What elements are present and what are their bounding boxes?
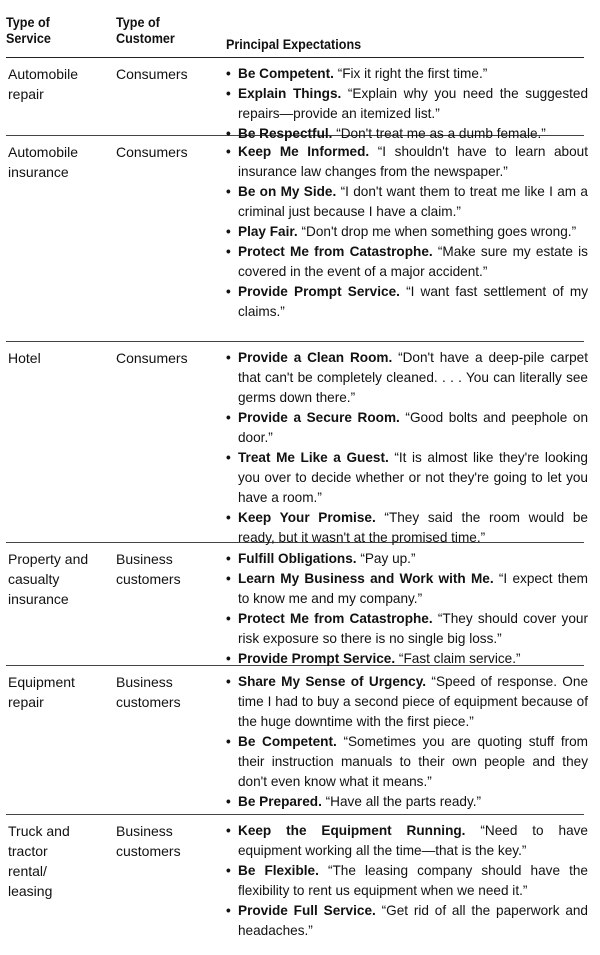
- service-type-cell: Truck and tractor rental/ leasing: [8, 823, 70, 899]
- expectation-quote: “Don't have a deep-pile carpet that can't be completely cleaned. . . . You can literally see germs down there.”: [238, 350, 588, 405]
- expectation-title: Be Competent.: [238, 734, 337, 749]
- customer-type-cell: Consumers: [116, 66, 188, 82]
- expectation-title: Provide Prompt Service.: [238, 284, 400, 299]
- expectation-title: Be Respectful.: [238, 126, 333, 141]
- expectation-quote: “It is almost like they're looking you over to decide whether or not they're going to let you have a room.”: [238, 450, 588, 505]
- expectation-item: [226, 142, 588, 182]
- customer-type-cell: Business customers: [116, 674, 181, 710]
- service-type-cell: Automobile repair: [8, 66, 79, 102]
- table-row: [6, 543, 588, 666]
- expectation-quote: “Pay up.”: [356, 551, 416, 566]
- expectation-title: Be Competent.: [238, 66, 334, 81]
- expectations-cell: [226, 64, 588, 144]
- expectation-item: [226, 569, 588, 609]
- expectation-quote: “I shouldn't have to learn about insurance law changes from the newspaper.”: [238, 144, 588, 179]
- expectation-quote: “Fix it right the first time.”: [333, 66, 488, 81]
- service-type-cell: Equipment repair: [8, 674, 75, 710]
- expectation-quote: “Have all the parts ready.”: [321, 794, 482, 809]
- expectation-quote: “Don't treat me as a dumb female.”: [332, 126, 546, 141]
- service-type-cell: Automobile insurance: [8, 144, 79, 180]
- expectation-item: [226, 821, 588, 861]
- expectation-item: [226, 64, 588, 84]
- expectation-quote: “Sometimes you are quoting stuff from their instruction manuals to their own people and they don't even know what it means.”: [238, 734, 589, 789]
- table-header: [6, 8, 584, 58]
- expectations-cell: [226, 549, 588, 669]
- customer-type-cell: Business customers: [116, 823, 181, 859]
- service-type-cell: Hotel: [8, 350, 41, 366]
- expectation-title: Learn My Business and Work with Me.: [238, 571, 494, 586]
- expectation-item: [226, 508, 588, 548]
- expectation-quote: “Good bolts and peephole on door.”: [238, 410, 589, 445]
- expectation-title: Provide Full Service.: [238, 903, 376, 918]
- expectation-title: Keep Me Informed.: [238, 144, 370, 159]
- expectation-list: [226, 348, 588, 548]
- expectation-list: [226, 142, 588, 322]
- expectation-item: [226, 549, 588, 569]
- expectations-cell: [226, 142, 588, 322]
- expectation-item: [226, 282, 588, 322]
- expectation-quote: “Need to have equipment working all the time—that is the key.”: [238, 823, 588, 858]
- expectation-quote: “Don't drop me when something goes wrong.”: [297, 224, 577, 239]
- table-row: [6, 666, 589, 815]
- expectation-list: [226, 821, 588, 941]
- header-type-of-customer: Type of Customer: [116, 14, 175, 46]
- customer-type-cell: Business customers: [116, 551, 181, 587]
- header-type-of-service: Type of Service: [6, 14, 51, 46]
- expectation-item: [226, 861, 588, 901]
- customer-type-cell: Consumers: [116, 144, 188, 160]
- expectation-item: [226, 609, 588, 649]
- expectation-item: [226, 348, 588, 408]
- expectation-item: [226, 672, 588, 732]
- expectations-cell: [226, 821, 588, 941]
- expectation-title: Keep Your Promise.: [238, 510, 376, 525]
- expectations-table: [6, 8, 589, 945]
- expectation-title: Protect Me from Catastrophe.: [238, 611, 433, 626]
- expectation-quote: “Explain why you need the suggested repairs—provide an itemized list.”: [238, 86, 589, 121]
- expectation-title: Explain Things.: [238, 86, 342, 101]
- table-row: [6, 58, 589, 141]
- expectation-quote: “They should cover your risk exposure so there is no single big loss.”: [238, 611, 588, 646]
- expectation-item: [226, 448, 588, 508]
- expectation-title: Share My Sense of Urgency.: [238, 674, 427, 689]
- expectation-item: [226, 222, 588, 242]
- expectation-title: Provide a Secure Room.: [238, 410, 400, 425]
- expectation-quote: “They said the room would be ready, but it wasn't at the promised time.”: [238, 510, 588, 545]
- expectation-title: Be on My Side.: [238, 184, 337, 199]
- expectation-quote: “I want fast settlement of my claims.”: [238, 284, 588, 319]
- header-principal-expectations: Principal Expectations: [226, 36, 362, 52]
- expectation-title: Be Flexible.: [238, 863, 319, 878]
- expectation-title: Protect Me from Catastrophe.: [238, 244, 433, 259]
- expectation-title: Treat Me Like a Guest.: [238, 450, 389, 465]
- table-body: [6, 58, 589, 945]
- expectation-title: Play Fair.: [238, 224, 298, 239]
- expectation-quote: “I expect them to know me and my company.”: [238, 571, 588, 606]
- expectation-title: Keep the Equipment Running.: [238, 823, 466, 838]
- expectation-quote: “I don't want them to treat me like I am a criminal just because I have a claim.”: [238, 184, 588, 219]
- expectation-quote: “Fast claim service.”: [395, 651, 521, 666]
- expectation-quote: “The leasing company should have the flexibility to rent us equipment when we need it.”: [238, 863, 588, 898]
- expectation-title: Provide Prompt Service.: [238, 651, 396, 666]
- expectation-quote: “Get rid of all the paperwork and headaches.”: [238, 903, 588, 938]
- expectation-item: [226, 182, 588, 222]
- expectation-item: [226, 242, 588, 282]
- expectations-cell: [226, 672, 588, 812]
- expectation-item: [226, 408, 588, 448]
- expectation-title: Be Prepared.: [238, 794, 322, 809]
- expectation-title: Fulfill Obligations.: [238, 551, 357, 566]
- expectation-quote: “Make sure my estate is covered in the event of a major accident.”: [238, 244, 588, 279]
- expectation-title: Provide a Clean Room.: [238, 350, 393, 365]
- expectation-item: [226, 84, 588, 124]
- expectation-item: [226, 732, 588, 792]
- expectation-item: [226, 901, 588, 941]
- customer-type-cell: Consumers: [116, 350, 188, 366]
- expectation-list: [226, 672, 588, 812]
- service-type-cell: Property and casualty insurance: [8, 551, 89, 607]
- table-row: [6, 815, 588, 945]
- expectation-list: [226, 549, 588, 669]
- expectation-item: [226, 792, 588, 812]
- table-row: [6, 136, 588, 342]
- table-row: [6, 342, 589, 545]
- expectations-cell: [226, 348, 588, 548]
- expectation-list: [226, 64, 588, 144]
- expectation-quote: “Speed of response. One time I had to buy a second piece of equipment because of the huge downtime with the first piece.”: [238, 674, 588, 729]
